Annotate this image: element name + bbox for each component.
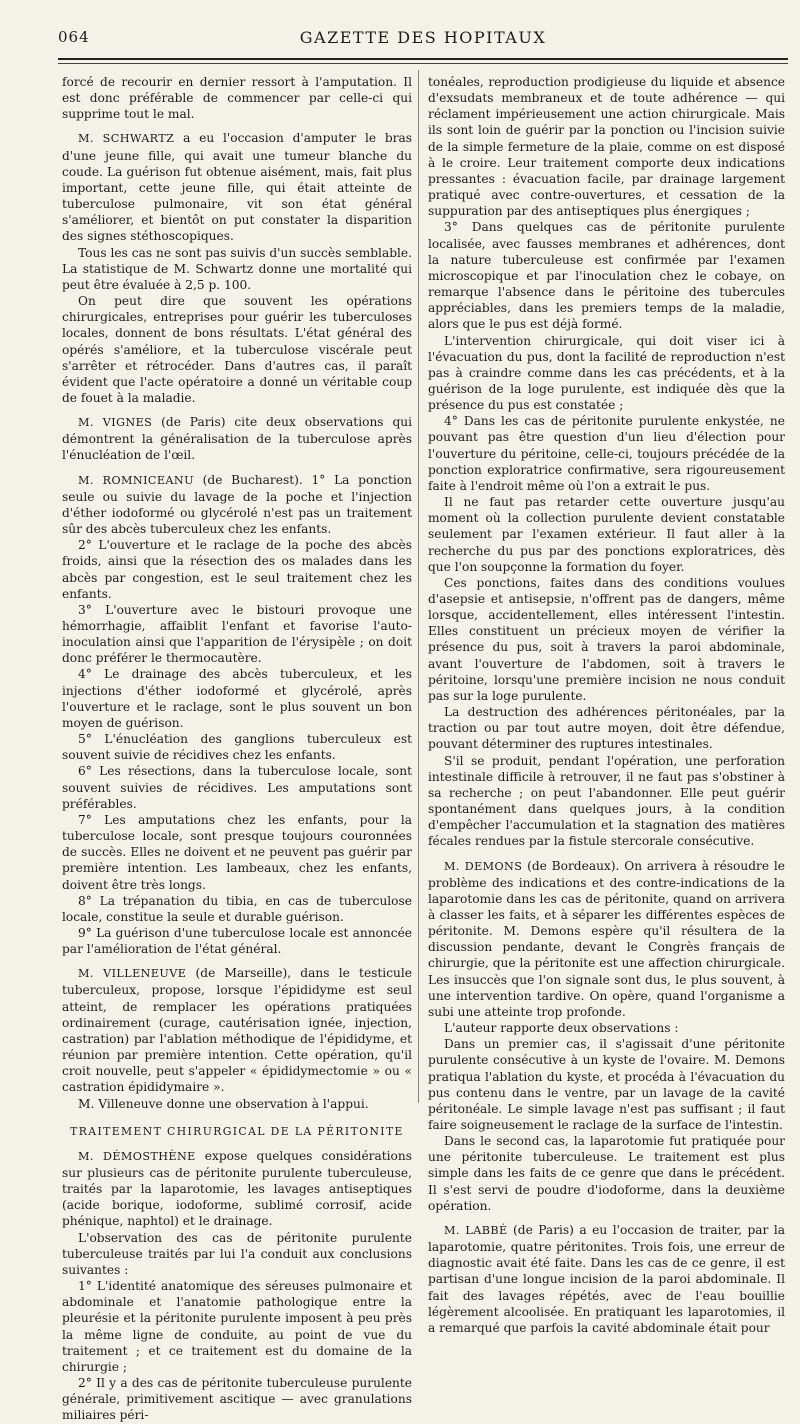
paragraph: 4° Le drainage des abcès tuberculeux, et les injections d'éther iodoformé et glycérolé, après l'ouverture et le raclage, sont le plus souvent un bon moyen de guérison. [62, 667, 412, 730]
paragraph: 1° L'identité anatomique des séreuses pulmonaire et abdominale et l'anatomie pathologique entre la pleurésie et la péritonite purulente imposent à peu près la même ligne de conduite, au point de vue du traitement ; et ce traitement est du domaine de la chirurgie ; [62, 1279, 412, 1374]
paragraph: M. LABBÉ (de Paris) a eu l'occasion de traiter, par la laparotomie, quatre péritonites. Trois fois, une erreur de diagnostic avait été faite. Dans les cas de ce genre, il est partisan d'une longue incision de la paroi abdominale. Il fait des lavages répétés, avec de l'eau bouillie légèrement alcoolisée. En pratiquant les laparotomies, il a remarqué que parfois la cavité abdominale était pour [428, 1222, 785, 1335]
header-rule-thin [58, 63, 788, 64]
speaker-name: M. VILLENEUVE [78, 967, 187, 981]
paragraph: L'auteur rapporte deux observations : [444, 1021, 679, 1036]
paragraph: Il ne faut pas retarder cette ouverture jusqu'au moment où la collection purulente devient constatable seulement par l'examen extérieur. Il faut aller à la recherche du pus par des ponctions exploratrices, dès que l'on soupçonne la formation du foyer. [428, 495, 785, 574]
speaker-name: M. ROMNICEANU [78, 473, 194, 487]
paragraph: On peut dire que souvent les opérations chirurgicales, entreprises pour guérir les tuberculoses locales, donnent de bons résultats. L'état général des opérés s'améliore, et la tuberculose viscérale peut s'arrêter et rétrocéder. Dans d'autres cas, il paraît évident que l'acte opératoire a donné un véritable coup de fouet à la maladie. [62, 294, 412, 405]
paragraph: M. SCHWARTZ a eu l'occasion d'amputer le bras d'une jeune fille, qui avait une tumeur blanche du coude. La guérison fut obtenue aisément, mais, fait plus important, cette jeune fille, qui était atteinte de tuberculose pulmonaire, vit son état général s'améliorer, et bientôt on put constater la disparition des signes stéthoscopiques. [62, 131, 412, 244]
paragraph: M. VILLENEUVE (de Marseille), dans le testicule tuberculeux, propose, lorsque l'épididyme est seul atteint, de remplacer les opérations pratiquées ordinairement (curage, cautérisation ignée, injection, castration) par l'ablation méthodique de l'épididyme, et réunion par première intention. Cette opération, qu'il croit nouvelle, peut s'appeler « épididymectomie » ou « castration épididymaire ». [62, 966, 412, 1095]
right-column [428, 74, 785, 1336]
paragraph: 7° Les amputations chez les enfants, pour la tuberculose locale, sont presque toujours couronnées de succès. Elles ne doivent et ne peuvent pas guérir par première intention. Les lambeaux, chez les enfants, doivent être très longs. [62, 812, 412, 892]
paragraph: La destruction des adhérences péritonéales, par la traction ou par tout autre moyen, doit être défendue, pouvant déterminer des ruptures intestinales. [428, 705, 785, 752]
paragraph: tonéales, reproduction prodigieuse du liquide et absence d'exsudats membraneux et de toute adhérence — qui réclament impérieusement une action chirurgicale. Mais ils sont loin de guérir par la ponction ou l'incision suivie de la simple fermeture de la plaie, comme on est disposé à le croire. Leur traitement comporte deux indications pressantes : évacuation facile, par drainage largement pratiqué avec contre-ouvertures, et cessation de la suppuration par des antiseptiques plus énergiques ; [428, 75, 785, 219]
paragraph: 8° La trépanation du tibia, en cas de tuberculose locale, constitue la seule et durable guérison. [62, 893, 412, 924]
paragraph: M. Villeneuve donne une observation à l'appui. [78, 1096, 369, 1111]
speaker-name: M. VIGNES [78, 416, 153, 430]
page-header [58, 24, 788, 52]
paragraph: 2° Il y a des cas de péritonite tuberculeuse purulente générale, primitivement ascitique — avec granulations miliaires péri- [62, 1376, 412, 1423]
paragraph: M. ROMNICEANU (de Bucharest). 1° La ponction seule ou suivie du lavage de la poche et l'injection d'éther iodoformé ou glycérolé n'est pas un traitement sûr des abcès tuberculeux chez les enfants. [62, 472, 412, 537]
paragraph: 5° L'énucléation des ganglions tuberculeux est souvent suivie de récidives chez les enfants. [62, 732, 412, 763]
paragraph: 4° Dans les cas de péritonite purulente enkystée, ne pouvant pas être question d'un lieu d'élection pour l'ouverture du péritoine, celle-ci, toujours précédée de la ponction exploratrice confirmative, sera rigoureusement faite à l'endroit même où l'on a extrait le pus. [428, 414, 785, 493]
paragraph: 6° Les résections, dans la tuberculose locale, sont souvent suivies de récidives. Les amputations sont préférables. [62, 764, 412, 811]
paragraph: Dans le second cas, la laparotomie fut pratiquée pour une péritonite tuberculeuse. Le traitement est plus simple dans les faits de ce genre que dans le précédent. Il s'est servi de poudre d'iodoforme, dans la deuxième opération. [428, 1134, 785, 1213]
page-number: 064 [58, 28, 90, 46]
paragraph: Tous les cas ne sont pas suivis d'un succès semblable. La statistique de M. Schwartz donne une mortalité qui peut être évaluée à 2,5 p. 100. [62, 245, 412, 292]
header-rule [58, 58, 788, 60]
speaker-name: M. LABBÉ [444, 1223, 508, 1237]
speaker-name: M. DEMONS [444, 859, 523, 873]
paragraph: L'observation des cas de péritonite purulente tuberculeuse traités par lui l'a conduit aux conclusions suivantes : [62, 1230, 412, 1277]
paragraph: M. VIGNES (de Paris) cite deux observations qui démontrent la généralisation de la tuberculose après l'énucléation de l'œil. [62, 415, 412, 463]
paragraph: M. DÉMOSTHÈNE expose quelques considérations sur plusieurs cas de péritonite purulente tuberculeuse, traités par la laparotomie, les lavages antiseptiques (acide borique, iodoforme, sublimé corrosif, acide phénique, naphtol) et le drainage. [62, 1148, 412, 1229]
section-heading: TRAITEMENT CHIRURGICAL DE LA PÉRITONITE [70, 1124, 404, 1138]
journal-title: GAZETTE DES HOPITAUX [299, 28, 547, 47]
paragraph: Ces ponctions, faites dans des conditions voulues d'asepsie et antisepsie, n'offrent pas de dangers, même lorsque, accidentellement, elles intéressent l'intestin. Elles constituent un précieux moyen de vérifier la présence du pus, soit à travers la paroi abdominale, avant l'ouverture de l'abdomen, soit à travers le péritoine, lorsqu'une première incision ne nous conduit pas sur la loge purulente. [428, 575, 785, 703]
paragraph: L'intervention chirurgicale, qui doit viser ici à l'évacuation du pus, dont la facilité de reproduction n'est pas à craindre comme dans les cas précédents, et à la guérison de la loge purulente, est indiquée dès que la présence du pus est constatée ; [428, 333, 785, 413]
paragraph: 9° La guérison d'une tuberculose locale est annoncée par l'amélioration de l'état général. [62, 925, 412, 957]
paragraph: Dans un premier cas, il s'agissait d'une péritonite purulente consécutive à un kyste de l'ovaire. M. Demons pratiqua l'ablation du kyste, et procéda à l'évacuation du pus contenu dans le ventre, par un lavage de la cavité péritonéale. Le simple lavage n'est pas suffisant ; il faut faire soigneusement le raclage de la surface de l'intestin. [428, 1037, 785, 1132]
paragraph: forcé de recourir en dernier ressort à l'amputation. Il est donc préférable de commencer par celle-ci qui supprime tout le mal. [62, 75, 412, 122]
paragraph: 3° L'ouverture avec le bistouri provoque une hémorrhagie, affaiblit l'enfant et favorise l'auto-inoculation ainsi que l'apparition de l'érysipèle ; on doit donc préférer le thermocautère. [62, 602, 412, 666]
paragraph: M. DEMONS (de Bordeaux). On arrivera à résoudre le problème des indications et des contre-indications de la laparotomie dans les cas de péritonite, quand on arrivera à classer les faits, et à séparer les différentes espèces de péritonite. M. Demons espère qu'il résultera de la discussion pendante, devant le Congrès français de chirurgie, que la péritonite est une affection chirurgicale. Les insuccès que l'on signale sont dus, le plus souvent, à une intervention tardive. On opère, quand l'organisme a subi une atteinte trop profonde. [428, 858, 785, 1019]
speaker-name: M. SCHWARTZ [78, 132, 175, 146]
column-divider [418, 70, 419, 1103]
paragraph: 3° Dans quelques cas de péritonite purulente localisée, avec fausses membranes et adhérences, dont la nature tuberculeuse est confirmée par l'examen microscopique et par l'inoculation chez le cobaye, on remarque l'absence dans le péritoine des tubercules appréciables, dans les premiers temps de la maladie, alors que le pus est déjà formé. [428, 220, 785, 332]
speaker-name: M. DÉMOSTHÈNE [78, 1149, 196, 1163]
paragraph: 2° L'ouverture et le raclage de la poche des abcès froids, ainsi que la résection des os malades dans les abcès par congestion, est le seul traitement chez les enfants. [62, 538, 412, 601]
paragraph: S'il se produit, pendant l'opération, une perforation intestinale difficile à retrouver, il ne faut pas s'obstiner à sa recherche ; on peut l'abandonner. Elle peut guérir spontanément dans quelques jours, à la condition d'empêcher l'accumulation et la stagnation des matières fécales rendues par la fistule stercorale consécutive. [428, 753, 785, 849]
left-column [62, 74, 412, 1424]
